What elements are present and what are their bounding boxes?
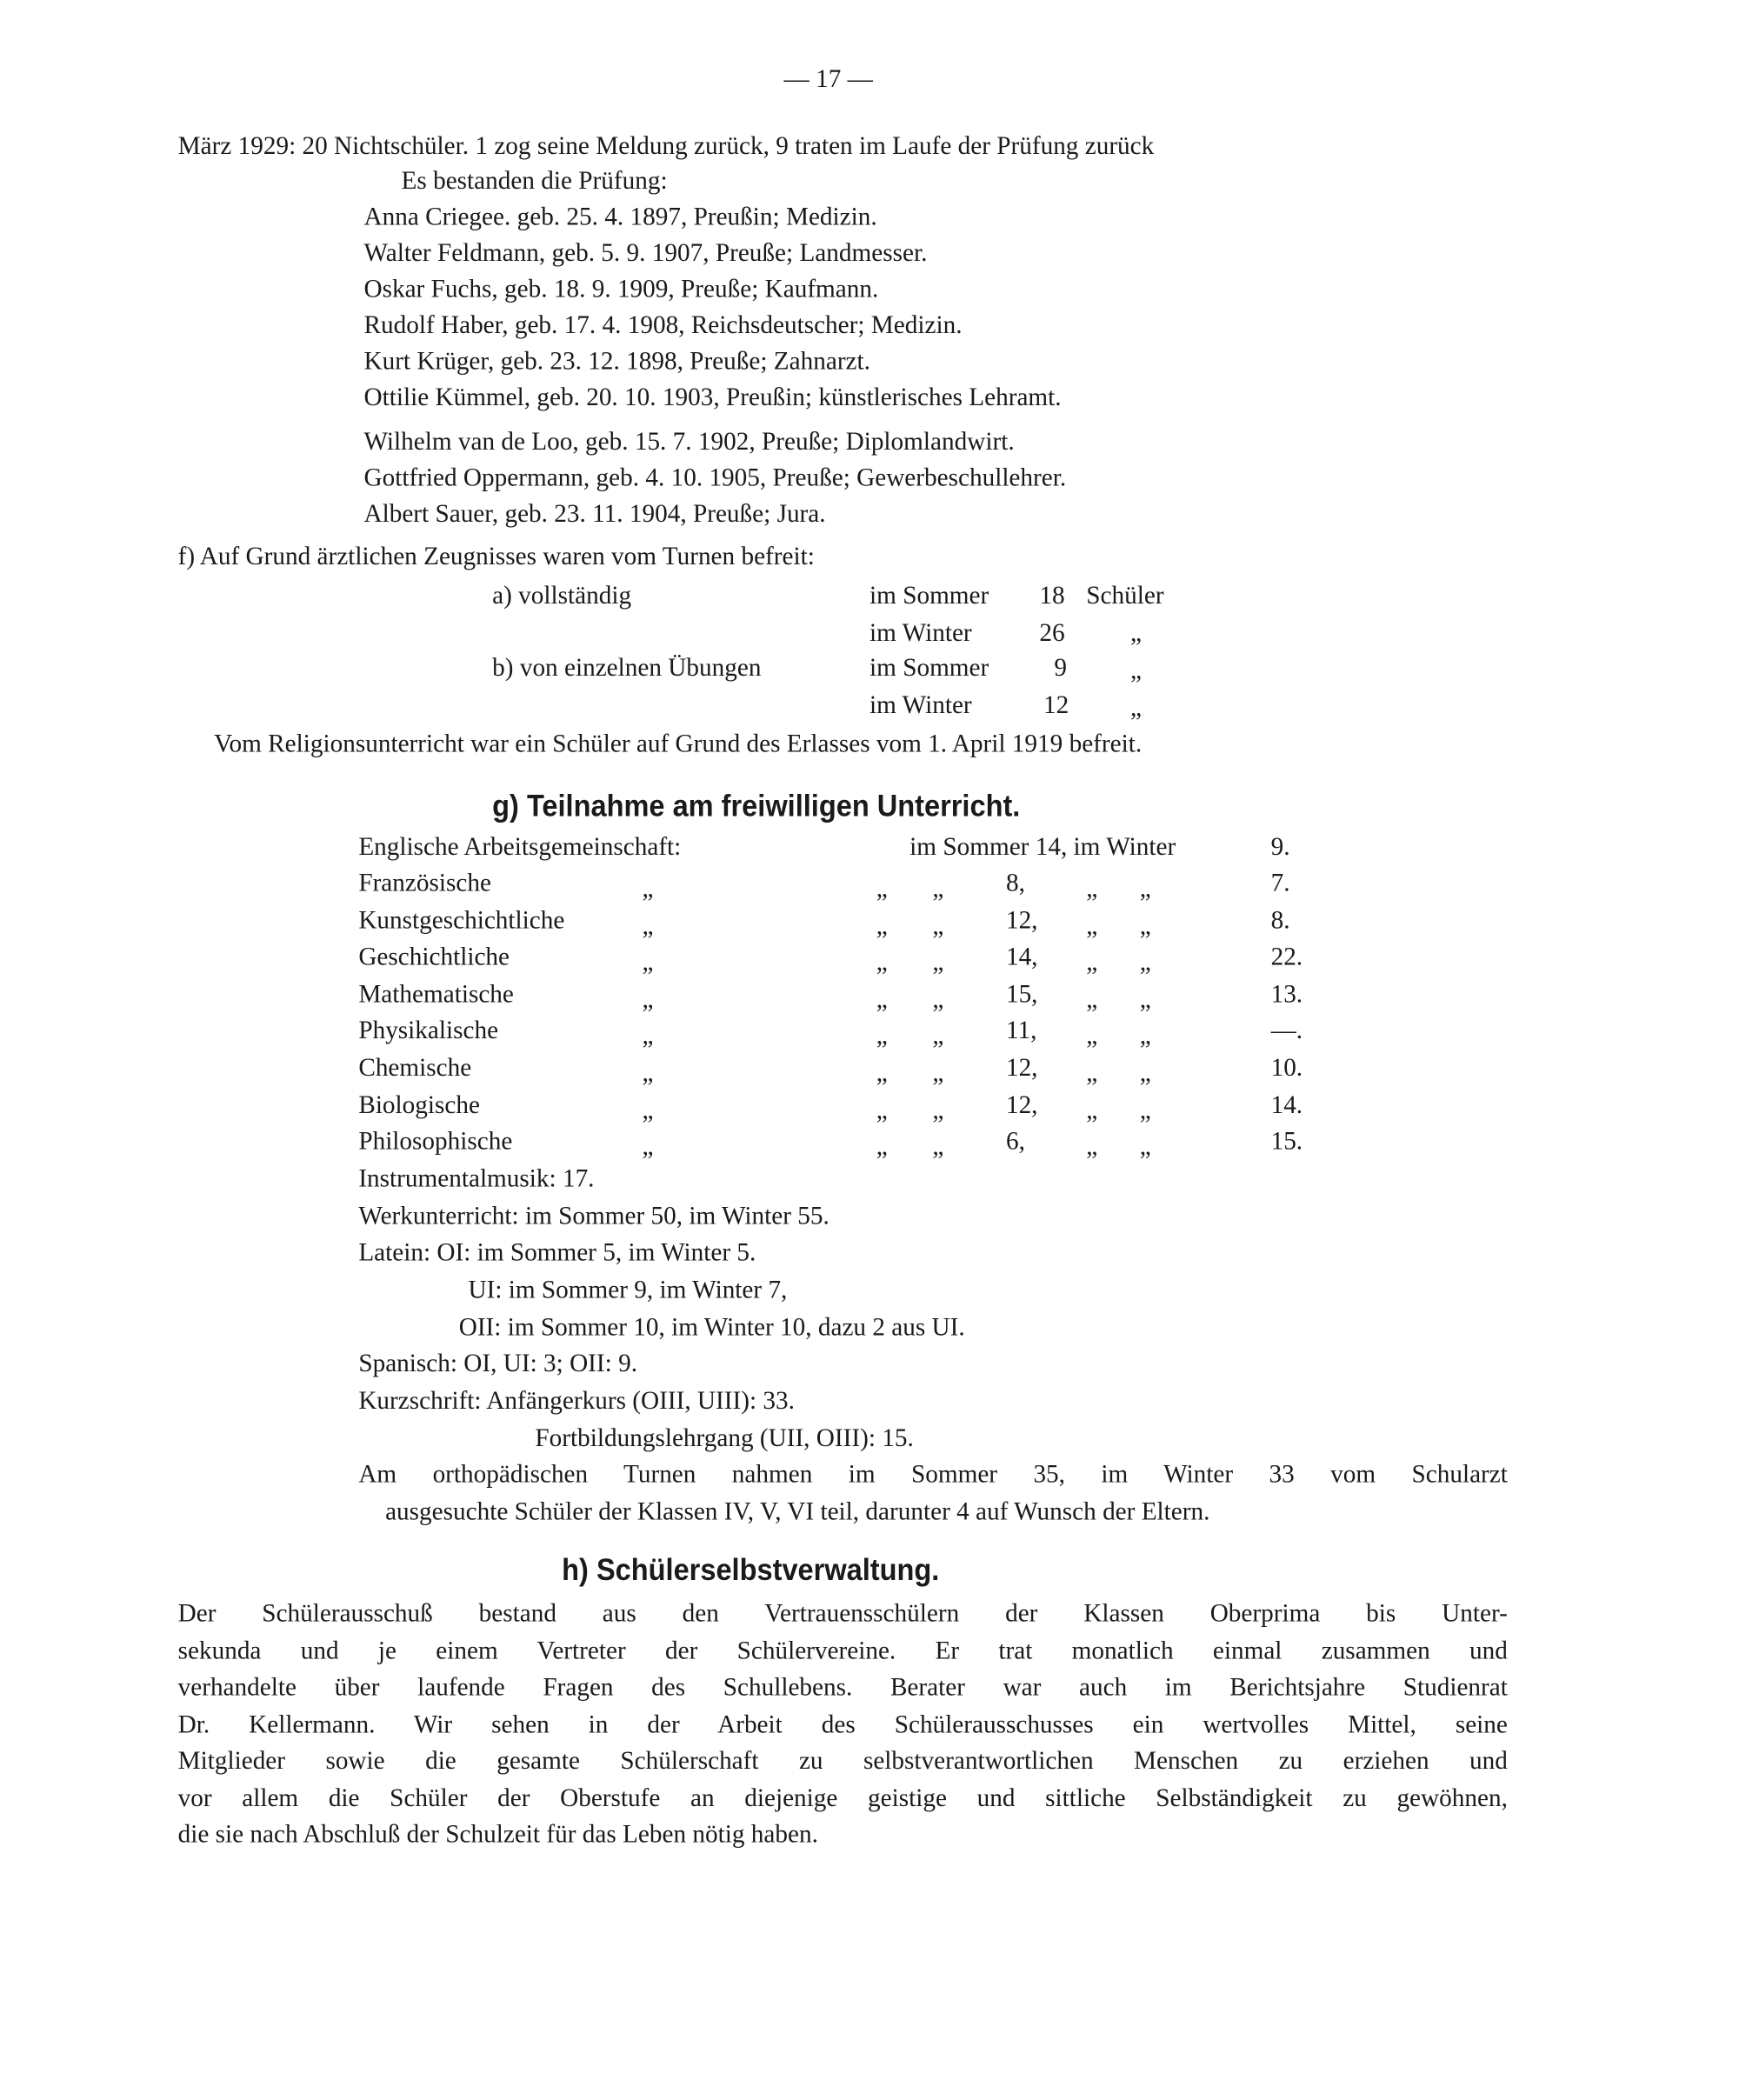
ditto-mark: „	[642, 1133, 654, 1162]
spanisch-line: Spanisch: OI, UI: 3; OII: 9.	[358, 1350, 638, 1378]
ditto-mark: „	[642, 1023, 654, 1051]
page-number: — 17 —	[783, 65, 873, 94]
unit-label: Schüler	[1086, 582, 1164, 610]
ditto-mark: „	[932, 985, 944, 1014]
course-name: Philosophische	[358, 1128, 513, 1157]
section-heading-g: g) Teilnahme am freiwilligen Unterricht.	[492, 788, 1021, 823]
latein-line: Latein: OI: im Sommer 5, im Winter 5.	[358, 1238, 756, 1267]
ditto-mark: „	[876, 985, 888, 1014]
course-name: Kunstgeschichtliche	[358, 906, 565, 935]
ditto-mark: „	[876, 911, 888, 940]
ditto-mark: „	[932, 1133, 944, 1162]
latein-line: UI: im Sommer 9, im Winter 7,	[468, 1276, 788, 1305]
course-sommer: 8,	[1005, 870, 1025, 898]
selbstverwaltung-paragraph	[178, 1596, 1508, 1853]
turnen-b-label: b) von einzelnen Übungen	[492, 654, 762, 683]
ditto-mark: „	[642, 985, 654, 1014]
ditto-mark: „	[876, 949, 888, 977]
season-label: im Winter	[870, 691, 972, 720]
course-name: Physikalische	[358, 1017, 499, 1046]
course-name: Chemische	[358, 1054, 472, 1083]
course-winter: —.	[1270, 1017, 1303, 1046]
ditto-mark: „	[1139, 1023, 1151, 1051]
ditto-mark: „	[1086, 875, 1098, 903]
ditto-mark: „	[876, 1023, 888, 1051]
course-name: Mathematische	[358, 980, 514, 1009]
candidate: Kurt Krüger, geb. 23. 12. 1898, Preuße; Zahnarzt.	[363, 348, 870, 377]
candidate: Albert Sauer, geb. 23. 11. 1904, Preuße; Jura.	[363, 500, 826, 529]
ditto-mark: „	[1139, 985, 1151, 1014]
paragraph-line: die sie nach Abschluß der Schulzeit für das Leben nötig haben.	[177, 1820, 818, 1850]
course-sommer: 6,	[1005, 1128, 1025, 1157]
ditto-mark: „	[1086, 985, 1098, 1014]
season-label: im Sommer	[870, 582, 989, 610]
course-sommer: 15,	[1005, 980, 1038, 1009]
candidate: Wilhelm van de Loo, geb. 15. 7. 1902, Preuße; Diplomlandwirt.	[363, 428, 1015, 457]
ditto-mark: „	[932, 949, 944, 977]
ditto-mark: „	[1139, 1096, 1151, 1125]
course-winter: 9.	[1270, 833, 1290, 862]
candidate: Walter Feldmann, geb. 5. 9. 1907, Preuße; Landmesser.	[363, 239, 928, 268]
course-winter: 8.	[1270, 906, 1290, 935]
candidate: Anna Criegee. geb. 25. 4. 1897, Preußin; Medizin.	[363, 203, 877, 232]
ditto-mark: „	[1139, 875, 1151, 903]
exam-passed-label: Es bestanden die Prüfung:	[401, 167, 668, 196]
ditto-mark: „	[1130, 619, 1143, 648]
ditto-mark: „	[876, 875, 888, 903]
ditto-mark: „	[932, 911, 944, 940]
instrumental-line: Instrumentalmusik: 17.	[358, 1165, 595, 1194]
ditto-mark: „	[1139, 911, 1151, 940]
ditto-mark: „	[876, 1133, 888, 1162]
ditto-mark: „	[1130, 694, 1143, 723]
paragraph-line: sekunda und je einem Vertreter der Schülervereine. Er trat monatlich einmal zusammen und	[177, 1637, 1508, 1665]
course-sommer: 11,	[1005, 1017, 1037, 1046]
candidate: Oskar Fuchs, geb. 18. 9. 1909, Preuße; Kaufmann.	[363, 275, 879, 304]
candidate: Rudolf Haber, geb. 17. 4. 1908, Reichsdeutscher; Medizin.	[363, 311, 963, 340]
ditto-mark: „	[642, 949, 654, 977]
ortho-line: ausgesuchte Schüler der Klassen IV, V, VI teil, darunter 4 auf Wunsch der Eltern.	[385, 1498, 1210, 1527]
ditto-mark: „	[932, 1023, 944, 1051]
count: 9	[1054, 654, 1067, 683]
ditto-mark: „	[642, 875, 654, 903]
ditto-mark: „	[1086, 1133, 1098, 1162]
course-winter: 10.	[1270, 1054, 1303, 1083]
candidate: Gottfried Oppermann, geb. 4. 10. 1905, Preuße; Gewerbeschullehrer.	[363, 463, 1067, 493]
count: 26	[1039, 619, 1065, 648]
course-name: Geschichtliche	[358, 943, 510, 972]
course-counts: im Sommer 14, im Winter	[909, 833, 1176, 862]
course-sommer: 12,	[1005, 906, 1038, 935]
ortho-line: Am orthopädischen Turnen nahmen im Sommer 35, im Winter 33 vom Schularzt	[358, 1461, 1508, 1490]
ditto-mark: „	[1139, 1059, 1151, 1088]
ditto-mark: „	[932, 875, 944, 903]
werk-line: Werkunterricht: im Sommer 50, im Winter 55.	[358, 1203, 830, 1231]
course-sommer: 14,	[1005, 943, 1038, 972]
ditto-mark: „	[1139, 1133, 1151, 1162]
ditto-mark: „	[1086, 1096, 1098, 1125]
ditto-mark: „	[932, 1059, 944, 1088]
count: 12	[1043, 691, 1069, 720]
ditto-mark: „	[642, 1096, 654, 1125]
paragraph-line: vor allem die Schüler der Oberstufe an diejenige geistige und sittliche Selbständigkeit zu gewöhnen,	[177, 1783, 1508, 1812]
religion-note: Vom Religionsunterricht war ein Schüler auf Grund des Erlasses vom 1. April 1919 befreit.	[214, 730, 1143, 759]
course-name: Englische Arbeitsgemeinschaft:	[358, 833, 682, 862]
turnen-a-label: a) vollständig	[492, 582, 632, 610]
ditto-mark: „	[876, 1096, 888, 1125]
season-label: im Winter	[870, 619, 972, 648]
course-winter: 15.	[1270, 1128, 1303, 1157]
exam-intro: März 1929: 20 Nichtschüler. 1 zog seine Meldung zurück, 9 traten im Laufe der Prüfung zurück	[177, 132, 1155, 161]
course-name: Französische	[358, 870, 491, 898]
course-winter: 13.	[1270, 980, 1303, 1009]
section-heading-h: h) Schülerselbstverwaltung.	[562, 1551, 940, 1587]
ditto-mark: „	[1086, 911, 1098, 940]
paragraph-line: verhandelte über laufende Fragen des Schullebens. Berater war auch im Berichtsjahre Studienrat	[177, 1673, 1508, 1702]
season-label: im Sommer	[870, 654, 989, 683]
ditto-mark: „	[1086, 1059, 1098, 1088]
course-winter: 7.	[1270, 870, 1290, 898]
ditto-mark: „	[1139, 949, 1151, 977]
ditto-mark: „	[876, 1059, 888, 1088]
course-name: Biologische	[358, 1090, 480, 1120]
count: 18	[1039, 582, 1065, 610]
ditto-mark: „	[932, 1096, 944, 1125]
course-sommer: 12,	[1005, 1054, 1038, 1083]
course-sommer: 12,	[1005, 1090, 1038, 1120]
ditto-mark: „	[642, 911, 654, 940]
ditto-mark: „	[1130, 657, 1143, 685]
paragraph-line: Mitglieder sowie die gesamte Schülerschaft zu selbstverantwortlichen Menschen zu erziehen und	[177, 1747, 1508, 1776]
ditto-mark: „	[1086, 1023, 1098, 1051]
kurzschrift-line: Kurzschrift: Anfängerkurs (OIII, UIII): 33.	[358, 1387, 795, 1416]
paragraph-line: Dr. Kellermann. Wir sehen in der Arbeit des Schülerausschusses ein wertvolles Mittel, seine	[177, 1710, 1508, 1739]
course-winter: 14.	[1270, 1090, 1303, 1120]
latein-line: OII: im Sommer 10, im Winter 10, dazu 2 aus UI.	[458, 1313, 965, 1343]
ditto-mark: „	[1086, 949, 1098, 977]
paragraph-line: Der Schülerausschuß bestand aus den Vertrauensschülern der Klassen Oberprima bis Unter-	[177, 1600, 1508, 1629]
ditto-mark: „	[642, 1059, 654, 1088]
kurzschrift-line: Fortbildungslehrgang (UII, OIII): 15.	[535, 1424, 914, 1453]
turnen-heading: f) Auf Grund ärztlichen Zeugnisses waren vom Turnen befreit:	[177, 543, 815, 571]
course-winter: 22.	[1270, 943, 1303, 972]
candidate: Ottilie Kümmel, geb. 20. 10. 1903, Preußin; künstlerisches Lehramt.	[363, 383, 1062, 412]
